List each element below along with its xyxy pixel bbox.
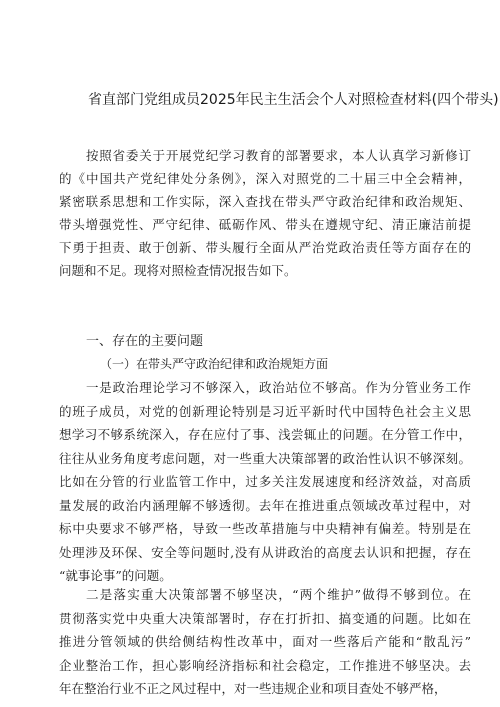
paragraph-line: 往往从业务角度考虑问题，对一些重大决策部署的政治性认识不够深刻。: [59, 450, 471, 466]
paragraph-line: “就事论事”的问题。: [59, 568, 172, 583]
paragraph-line: 一是政治理论学习不够深入，政治站位不够高。作为分管业务工作: [86, 380, 471, 395]
paragraph-line: 紧密联系思想和工作实际，深入查找在带头严守政治纪律和政治规矩、: [59, 194, 471, 209]
paragraph-line: 量发展的政治内涵理解不够透彻。去年在推进重点领域改革过程中，对: [59, 497, 471, 513]
subsection-heading-political-discipline: （一）在带头严守政治纪律和政治规矩方面: [100, 357, 329, 371]
paragraph-line: 二是落实重大决策部署不够坚决，“两个维护”做得不够到位。在: [86, 587, 471, 602]
paragraph-line: 按照省委关于开展党纪学习教育的部署要求，本人认真学习新修订: [86, 148, 471, 163]
paragraph-line: 带头增强党性、严守纪律、砥砺作风、带头在遵规守纪、清正廉洁前提: [59, 217, 471, 232]
paragraph-line: 比如在分管的行业监管工作中，过多关注发展速度和经济效益，对高质: [59, 474, 471, 489]
paragraph-line: 标中央要求不够严格，导致一些改革措施与中央精神有偏差。特别是在: [59, 521, 471, 536]
section-heading-problems: 一、存在的主要问题: [86, 334, 204, 349]
paragraph-line: 处理涉及环保、安全等问题时,没有从讲政治的高度去认识和把握，存在: [59, 544, 471, 560]
paragraph-line: 下勇于担责、敢于创新、带头履行全面从严治党政治责任等方面存在的: [59, 240, 471, 255]
paragraph-line: 想学习不够系统深入，存在应付了事、浅尝辄止的问题。在分管工作中，: [59, 427, 471, 442]
paragraph-line: 推进分管领域的供给侧结构性改革中，面对一些落后产能和“散乱污”: [59, 634, 471, 649]
paragraph-line: 年在整治行业不正之风过程中，对一些违规企业和项目查处不够严格，: [59, 681, 447, 696]
paragraph-line: 的《中国共产党纪律处分条例》，深入对照党的二十届三中全会精神，: [59, 171, 471, 186]
paragraph-line: 企业整治工作，担心影响经济指标和社会稳定，工作推进不够坚决。去: [59, 657, 471, 673]
paragraph-line: 贯彻落实党中央重大决策部署时，存在打折扣、搞变通的问题。比如在: [59, 610, 471, 626]
paragraph-line: 问题和不足。现将对照检查情况报告如下。: [59, 263, 297, 278]
document-title: 省直部门党组成员2025年民主生活会个人对照检查材料(四个带头): [88, 92, 499, 108]
paragraph-line: 的班子成员，对党的创新理论特别是习近平新时代中国特色社会主义思: [59, 403, 471, 419]
